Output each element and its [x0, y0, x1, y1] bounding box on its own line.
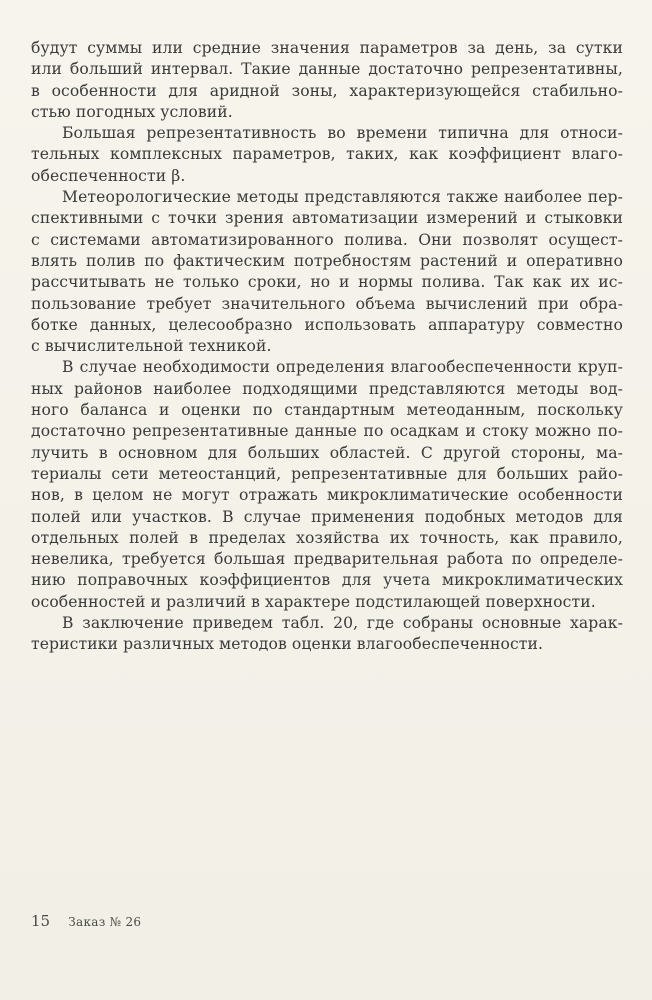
text-line: териалы сети метеостанций, репрезентативные для больших райо- [31, 464, 623, 483]
paragraph [31, 123, 623, 187]
paragraph [31, 187, 623, 357]
text-line: В заключение приведем табл. 20, где собраны основные харак- [62, 614, 623, 633]
text-line: тельных комплексных параметров, таких, как коэффициент влаго- [31, 145, 623, 164]
text-line: Метеорологические методы представляются также наиболее пер- [62, 188, 623, 207]
text-line: с вычислительной техникой. [31, 337, 272, 356]
text-line: теристики различных методов оценки влагообеспеченности. [31, 635, 544, 654]
paragraph [31, 357, 623, 613]
text-line: в особенности для аридной зоны, характеризующейся стабильно- [31, 81, 623, 100]
text-line: рассчитывать не только сроки, но и нормы полива. Так как их ис- [31, 273, 623, 292]
text-line: или больший интервал. Такие данные достаточно репрезентативны, [31, 60, 623, 79]
text-line: спективными с точки зрения автоматизации измерений и стыковки [31, 209, 623, 228]
paragraph [31, 38, 623, 123]
text-line: нов, в целом не могут отражать микроклиматические особенности [31, 486, 623, 505]
text-line: невелика, требуется большая предварительная работа по определе- [31, 550, 623, 569]
text-line: ботке данных, целесообразно использовать аппаратуру совместно [31, 315, 623, 334]
text-line: ных районов наиболее подходящими представляются методы вод- [31, 379, 623, 398]
text-line: лучить в основном для больших областей. С другой стороны, ма- [31, 443, 623, 462]
text-line: полей или участков. В случае применения подобных методов для [31, 507, 623, 526]
text-line: ного баланса и оценки по стандартным метеоданным, поскольку [31, 401, 623, 420]
text-line: стью погодных условий. [31, 102, 233, 121]
text-line: обеспеченности β. [31, 166, 186, 185]
text-line: будут суммы или средние значения параметров за день, за сутки [31, 39, 623, 57]
text-line: Большая репрезентативность во времени типична для относи- [62, 124, 623, 143]
text-line: В случае необходимости определения влагообеспеченности круп- [62, 358, 623, 377]
text-line: нию поправочных коэффициентов для учета микроклиматических [31, 571, 623, 590]
page-footer [31, 912, 141, 930]
body-text [31, 38, 623, 656]
text-line: достаточно репрезентативные данные по осадкам и стоку можно по- [31, 422, 623, 441]
text-line: с системами автоматизированного полива. Они позволят осущест- [31, 230, 623, 249]
text-line: влять полив по фактическим потребностям растений и оперативно [31, 251, 623, 270]
text-line: пользование требует значительного объема вычислений при обра- [31, 294, 623, 313]
print-order-mark: Заказ № 26 [68, 915, 142, 929]
paragraph [31, 613, 623, 656]
page-number: 15 [31, 912, 51, 930]
text-line: отдельных полей в пределах хозяйства их точность, как правило, [31, 528, 623, 547]
text-line: особенностей и различий в характере подстилающей поверхности. [31, 592, 596, 611]
